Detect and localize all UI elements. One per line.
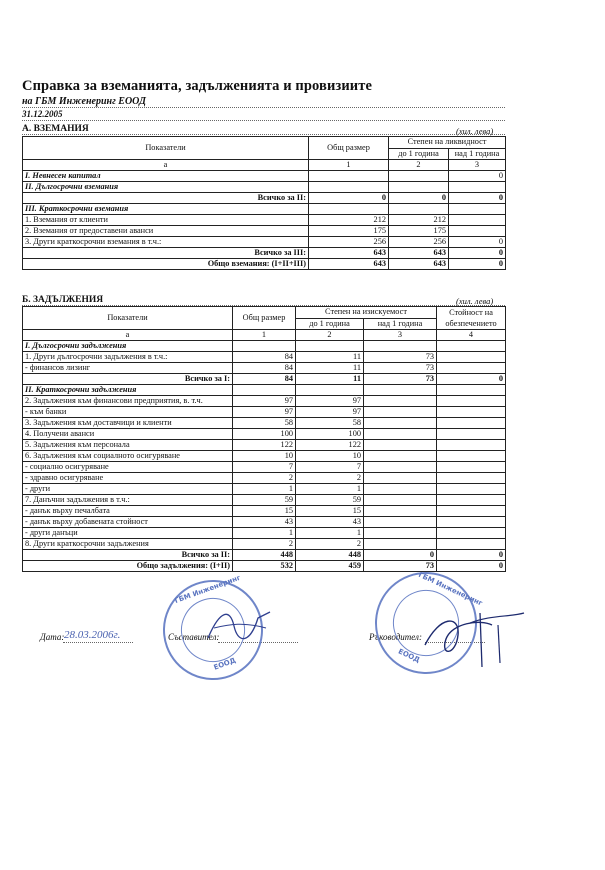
row-label: 5. Задължения към персонала — [23, 440, 233, 451]
value-cell — [364, 396, 437, 407]
row-label: III. Краткосрочни вземания — [23, 204, 309, 215]
value-cell — [449, 204, 506, 215]
value-cell: 0 — [449, 259, 506, 270]
value-cell: 1 — [233, 528, 296, 539]
header-collateral-2: обезпечението — [437, 318, 506, 330]
value-cell: 97 — [296, 407, 364, 418]
value-cell — [449, 226, 506, 237]
compiler-label: Съставител: — [168, 632, 220, 642]
row-label: Всичко за III: — [23, 248, 309, 259]
table-row — [23, 396, 506, 407]
value-cell — [364, 418, 437, 429]
value-cell — [449, 182, 506, 193]
row-label: - данък върху добавената стойност — [23, 517, 233, 528]
header-up-to-1-year: до 1 година — [389, 148, 449, 160]
divider — [22, 134, 505, 135]
table-row — [23, 528, 506, 539]
value-cell: 11 — [296, 363, 364, 374]
table-row — [23, 363, 506, 374]
value-cell: 0 — [309, 193, 389, 204]
row-label: - финансов лизинг — [23, 363, 233, 374]
value-cell: 1 — [296, 484, 364, 495]
value-cell: 7 — [296, 462, 364, 473]
index-cell: 1 — [233, 330, 296, 341]
value-cell — [437, 440, 506, 451]
index-cell: 3 — [364, 330, 437, 341]
value-cell: 448 — [296, 550, 364, 561]
table-row — [23, 171, 506, 182]
row-label: Общо вземания: (I+II+III) — [23, 259, 309, 270]
table-row — [23, 429, 506, 440]
table-row — [23, 385, 506, 396]
value-cell: 97 — [296, 396, 364, 407]
manager-label: Ръководител: — [369, 632, 422, 642]
value-cell — [437, 429, 506, 440]
value-cell: 459 — [296, 561, 364, 572]
header-maturity: Степен на изискуемост — [296, 307, 437, 319]
value-cell: 2 — [233, 539, 296, 550]
value-cell: 175 — [389, 226, 449, 237]
value-cell — [389, 171, 449, 182]
value-cell: 643 — [389, 248, 449, 259]
value-cell: 256 — [309, 237, 389, 248]
value-cell: 10 — [233, 451, 296, 462]
table-row — [23, 517, 506, 528]
table-row — [23, 352, 506, 363]
value-cell — [364, 495, 437, 506]
value-cell: 0 — [437, 550, 506, 561]
table-row — [23, 462, 506, 473]
row-label: 7. Данъчни задължения в т.ч.: — [23, 495, 233, 506]
value-cell — [364, 517, 437, 528]
value-cell — [364, 341, 437, 352]
index-cell: а — [23, 160, 309, 171]
value-cell: 0 — [437, 561, 506, 572]
row-label: 6. Задължения към социалното осигуряване — [23, 451, 233, 462]
value-cell — [437, 407, 506, 418]
value-cell: 97 — [233, 396, 296, 407]
row-label: Всичко за I: — [23, 374, 233, 385]
row-label: Общо задължения: (I+II) — [23, 561, 233, 572]
value-cell — [364, 528, 437, 539]
value-cell — [437, 506, 506, 517]
report-date: 31.12.2005 — [22, 109, 63, 119]
index-cell: а — [23, 330, 233, 341]
value-cell: 2 — [296, 473, 364, 484]
value-cell: 643 — [389, 259, 449, 270]
row-label: 3. Задължения към доставчици и клиенти — [23, 418, 233, 429]
value-cell: 43 — [233, 517, 296, 528]
signed-date: 28.03.2006г. — [64, 629, 121, 641]
table-row — [23, 495, 506, 506]
table-row — [23, 215, 506, 226]
table-row — [23, 248, 506, 259]
header-total: Общ размер — [309, 137, 389, 160]
value-cell — [389, 182, 449, 193]
row-label: 8. Други краткосрочни задължения — [23, 539, 233, 550]
value-cell: 0 — [437, 374, 506, 385]
value-cell: 532 — [233, 561, 296, 572]
value-cell — [437, 517, 506, 528]
company-name: на ГБМ Инженеринг ЕООД — [22, 96, 146, 107]
value-cell: 122 — [233, 440, 296, 451]
row-label: 2. Вземания от предоставени аванси — [23, 226, 309, 237]
value-cell: 10 — [296, 451, 364, 462]
stamp-text-top: ГБМ Инженеринг — [417, 570, 484, 608]
value-cell: 0 — [389, 193, 449, 204]
value-cell — [437, 451, 506, 462]
table-row — [23, 374, 506, 385]
value-cell — [437, 385, 506, 396]
header-up-to-1-year: до 1 година — [296, 318, 364, 330]
value-cell — [296, 341, 364, 352]
value-cell: 1 — [296, 528, 364, 539]
row-label: - други данъци — [23, 528, 233, 539]
header-liquidity: Степен на ликвидност — [389, 137, 506, 149]
value-cell: 11 — [296, 352, 364, 363]
row-label: 2. Задължения към финансови предприятия, в. т.ч. — [23, 396, 233, 407]
value-cell: 256 — [389, 237, 449, 248]
header-indicators: Показатели — [23, 307, 233, 330]
date-label: Дата: — [40, 632, 65, 642]
row-label: I. Невнесен капитал — [23, 171, 309, 182]
table-row — [23, 259, 506, 270]
value-cell: 0 — [364, 550, 437, 561]
stamp-text-bottom: ЕООД — [212, 656, 237, 672]
table-row — [23, 407, 506, 418]
row-label: II. Краткосрочни задължения — [23, 385, 233, 396]
value-cell: 59 — [233, 495, 296, 506]
value-cell — [364, 407, 437, 418]
value-cell — [309, 204, 389, 215]
value-cell — [437, 539, 506, 550]
row-label: 3. Други краткосрочни вземания в т.ч.: — [23, 237, 309, 248]
value-cell — [364, 539, 437, 550]
table-row — [23, 451, 506, 462]
value-cell — [364, 473, 437, 484]
value-cell — [233, 341, 296, 352]
value-cell: 0 — [449, 171, 506, 182]
value-cell — [296, 385, 364, 396]
value-cell: 212 — [309, 215, 389, 226]
value-cell: 73 — [364, 352, 437, 363]
manager-signature-icon — [420, 605, 530, 675]
row-label: 1. Други дългосрочни задължения в т.ч.: — [23, 352, 233, 363]
value-cell: 59 — [296, 495, 364, 506]
table-row — [23, 550, 506, 561]
value-cell: 2 — [233, 473, 296, 484]
value-cell — [437, 484, 506, 495]
header-indicators: Показатели — [23, 137, 309, 160]
value-cell: 15 — [296, 506, 364, 517]
value-cell: 84 — [233, 352, 296, 363]
value-cell: 7 — [233, 462, 296, 473]
value-cell — [364, 484, 437, 495]
value-cell: 212 — [389, 215, 449, 226]
table-row — [23, 484, 506, 495]
row-label: - към банки — [23, 407, 233, 418]
section-a-heading: А. ВЗЕМАНИЯ — [22, 124, 89, 134]
value-cell — [309, 171, 389, 182]
value-cell: 100 — [296, 429, 364, 440]
value-cell: 73 — [364, 374, 437, 385]
header-total: Общ размер — [233, 307, 296, 330]
value-cell: 448 — [233, 550, 296, 561]
value-cell — [364, 462, 437, 473]
value-cell: 643 — [309, 259, 389, 270]
value-cell — [437, 396, 506, 407]
row-label: 4. Получени аванси — [23, 429, 233, 440]
value-cell — [437, 473, 506, 484]
value-cell — [437, 341, 506, 352]
value-cell — [364, 429, 437, 440]
table-row — [23, 341, 506, 352]
divider — [22, 107, 505, 108]
section-b-heading: Б. ЗАДЪЛЖЕНИЯ — [22, 295, 104, 305]
header-over-1-year: над 1 година — [364, 318, 437, 330]
value-cell — [364, 385, 437, 396]
table-row — [23, 182, 506, 193]
header-collateral: Стойност на — [437, 307, 506, 319]
value-cell: 122 — [296, 440, 364, 451]
value-cell: 15 — [233, 506, 296, 517]
value-cell: 73 — [364, 561, 437, 572]
value-cell — [437, 528, 506, 539]
index-cell: 1 — [309, 160, 389, 171]
document-title: Справка за вземанията, задълженията и провизиите — [22, 78, 373, 94]
header-over-1-year: над 1 година — [449, 148, 506, 160]
index-cell: 3 — [449, 160, 506, 171]
value-cell: 58 — [296, 418, 364, 429]
table-row — [23, 193, 506, 204]
value-cell: 43 — [296, 517, 364, 528]
date-line — [63, 642, 133, 643]
value-cell — [389, 204, 449, 215]
row-label: II. Дългосрочни вземания — [23, 182, 309, 193]
table-row — [23, 539, 506, 550]
table-row — [23, 204, 506, 215]
index-cell: 2 — [296, 330, 364, 341]
value-cell: 97 — [233, 407, 296, 418]
value-cell — [364, 440, 437, 451]
value-cell — [437, 418, 506, 429]
table-row — [23, 506, 506, 517]
value-cell: 58 — [233, 418, 296, 429]
table-row — [23, 418, 506, 429]
value-cell: 1 — [233, 484, 296, 495]
compiler-signature-icon — [200, 600, 280, 650]
index-row — [23, 160, 506, 171]
value-cell: 0 — [449, 193, 506, 204]
table-row — [23, 226, 506, 237]
value-cell — [437, 352, 506, 363]
index-row — [23, 330, 506, 341]
value-cell — [309, 182, 389, 193]
stamp-text-bottom: ЕООД — [396, 647, 422, 665]
receivables-table — [22, 136, 506, 270]
table-row — [23, 440, 506, 451]
value-cell — [449, 215, 506, 226]
value-cell: 84 — [233, 374, 296, 385]
row-label: I. Дългосрочни задължения — [23, 341, 233, 352]
value-cell: 643 — [309, 248, 389, 259]
value-cell: 175 — [309, 226, 389, 237]
index-cell: 4 — [437, 330, 506, 341]
value-cell — [364, 506, 437, 517]
row-label: Всичко за II: — [23, 193, 309, 204]
row-label: Всичко за II: — [23, 550, 233, 561]
value-cell: 2 — [296, 539, 364, 550]
index-cell: 2 — [389, 160, 449, 171]
value-cell — [233, 385, 296, 396]
value-cell — [364, 451, 437, 462]
value-cell: 11 — [296, 374, 364, 385]
table-row — [23, 561, 506, 572]
value-cell: 100 — [233, 429, 296, 440]
value-cell — [437, 363, 506, 374]
row-label: - здравно осигуряване — [23, 473, 233, 484]
value-cell — [437, 495, 506, 506]
value-cell: 0 — [449, 248, 506, 259]
value-cell — [437, 462, 506, 473]
row-label: 1. Вземания от клиенти — [23, 215, 309, 226]
row-label: - социално осигуряване — [23, 462, 233, 473]
liabilities-table — [22, 306, 506, 572]
divider — [22, 120, 505, 121]
table-row — [23, 237, 506, 248]
section-a-unit: (хил. лева) — [456, 126, 494, 136]
section-b-unit: (хил. лева) — [456, 296, 494, 306]
table-row — [23, 473, 506, 484]
value-cell: 84 — [233, 363, 296, 374]
row-label: - данък върху печалбата — [23, 506, 233, 517]
value-cell: 0 — [449, 237, 506, 248]
row-label: - други — [23, 484, 233, 495]
value-cell: 73 — [364, 363, 437, 374]
stamp-text-top: ГБМ Инженеринг — [173, 573, 242, 606]
